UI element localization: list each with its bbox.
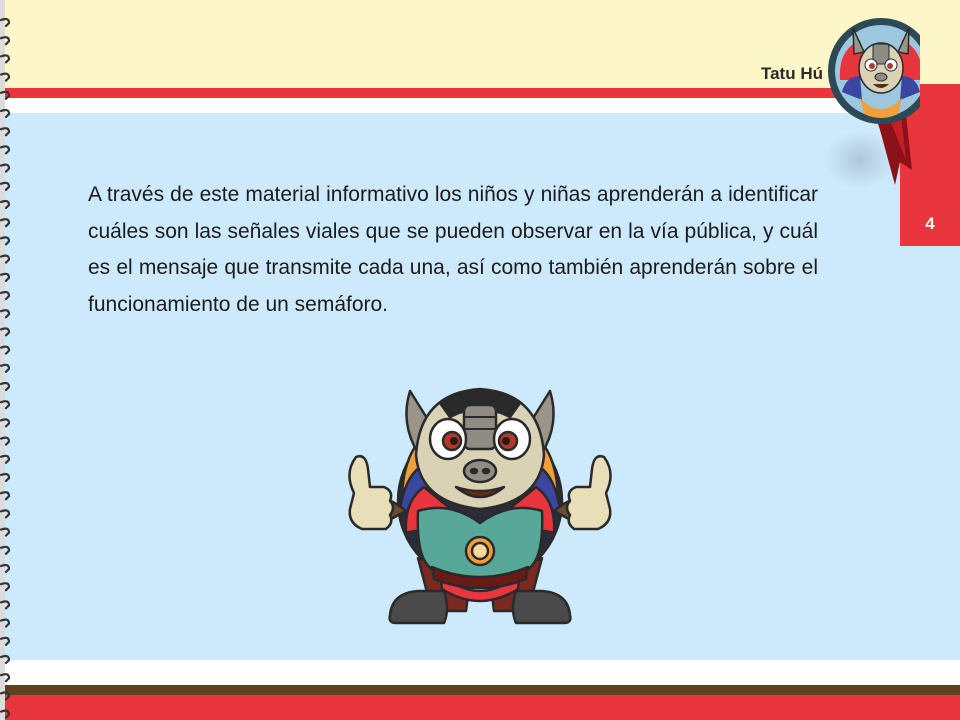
header-white-gap (0, 98, 960, 113)
intro-paragraph: A través de este material informativo los niños y niñas aprenderán a identificar cuáles son las señales viales que se pueden observar en la vía pública, y cuál es el mensaje que transmite cada una, así como también aprenderán sobre el funcionamiento de un semáforo. (88, 183, 818, 316)
spiral-binding (0, 0, 18, 720)
page-number: 4 (925, 214, 935, 233)
footer-red-stripe (0, 695, 960, 720)
brand-title: Tatu Hú (760, 64, 823, 83)
footer-white-band (0, 660, 960, 685)
mascot-badge-icon (820, 10, 920, 195)
header-red-stripe (0, 88, 960, 98)
mascot-thumbs-up-icon (340, 383, 620, 633)
footer-brown-stripe (0, 685, 960, 695)
